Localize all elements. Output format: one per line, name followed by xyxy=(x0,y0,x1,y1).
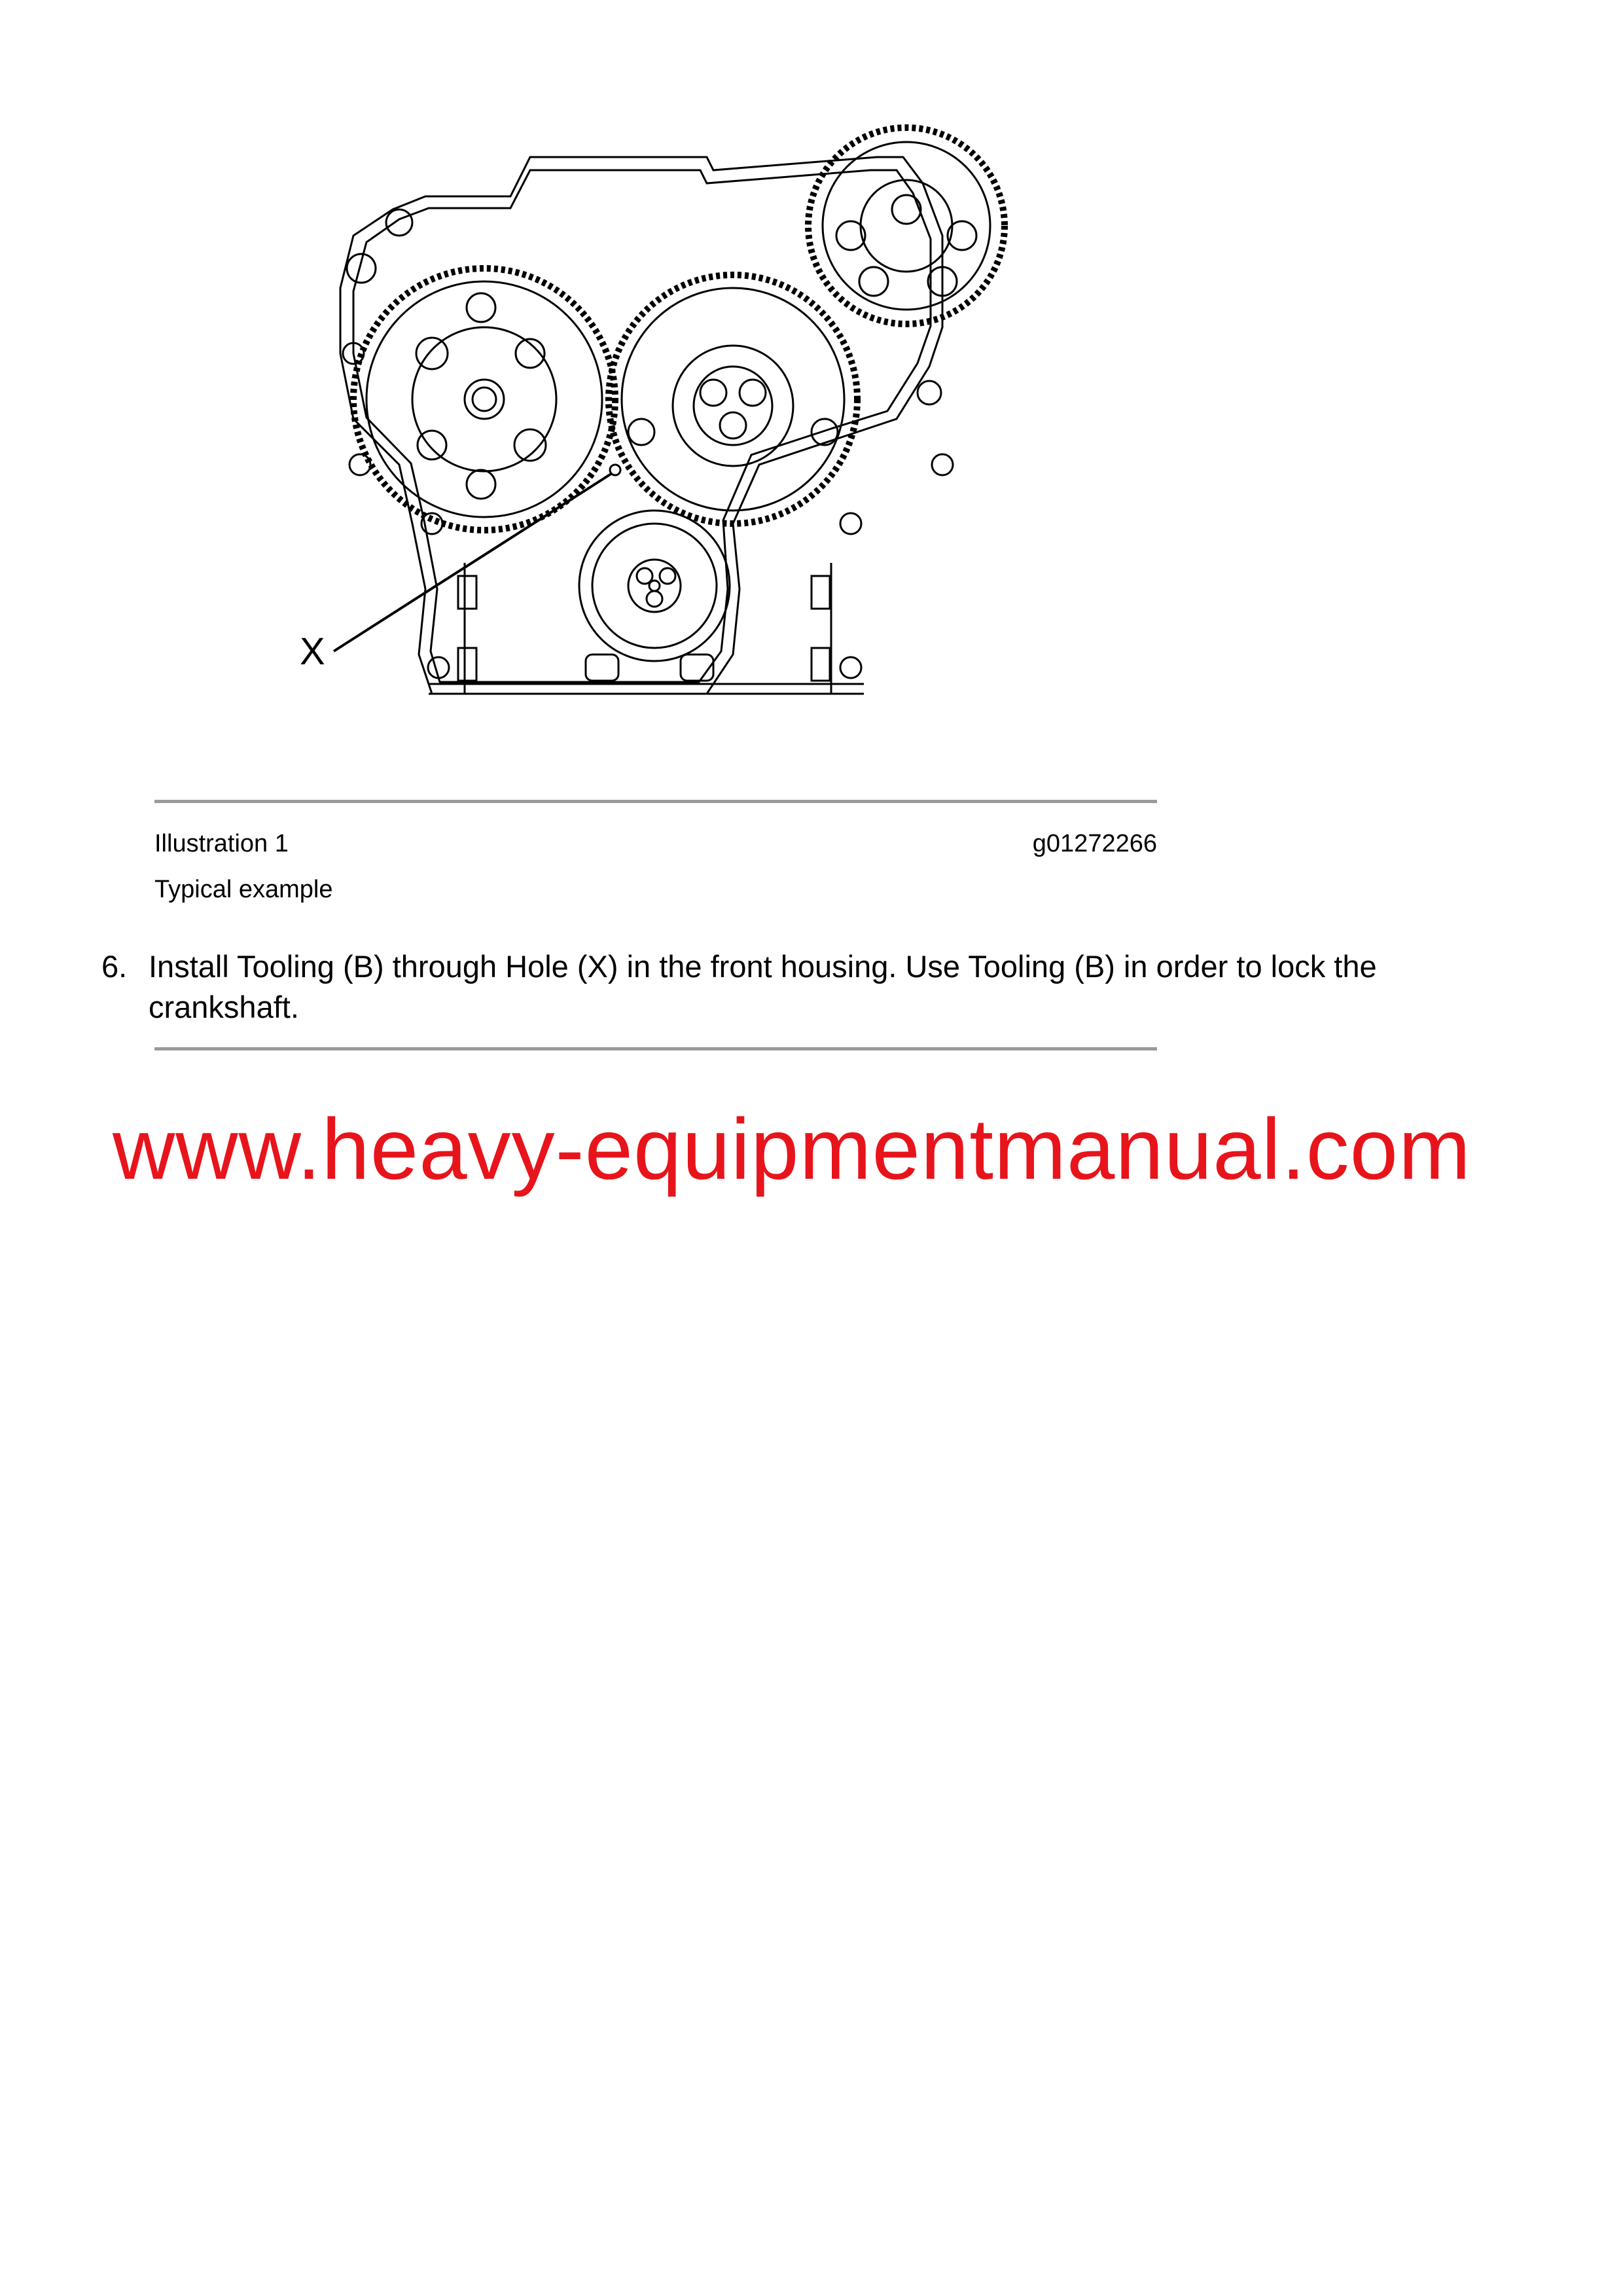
illustration-label: Illustration 1 xyxy=(154,830,289,857)
step-text: Install Tooling (B) through Hole (X) in the front housing. Use Tooling (B) in order to lock the crankshaft. xyxy=(149,949,1377,1024)
illustration-subtitle: Typical example xyxy=(154,876,333,903)
caption-rule-top xyxy=(154,800,1157,803)
procedure-step xyxy=(101,946,1495,1028)
gear-train-drawing xyxy=(300,157,1132,746)
watermark-url: www.heavy-equipmentmanual.com xyxy=(113,1101,1471,1197)
step-rule-bottom xyxy=(154,1047,1157,1050)
step-number: 6. xyxy=(101,949,128,984)
engine-gear-train-illustration xyxy=(300,157,1132,746)
callout-x-label: X xyxy=(300,630,325,673)
illustration-id: g01272266 xyxy=(1032,830,1157,857)
